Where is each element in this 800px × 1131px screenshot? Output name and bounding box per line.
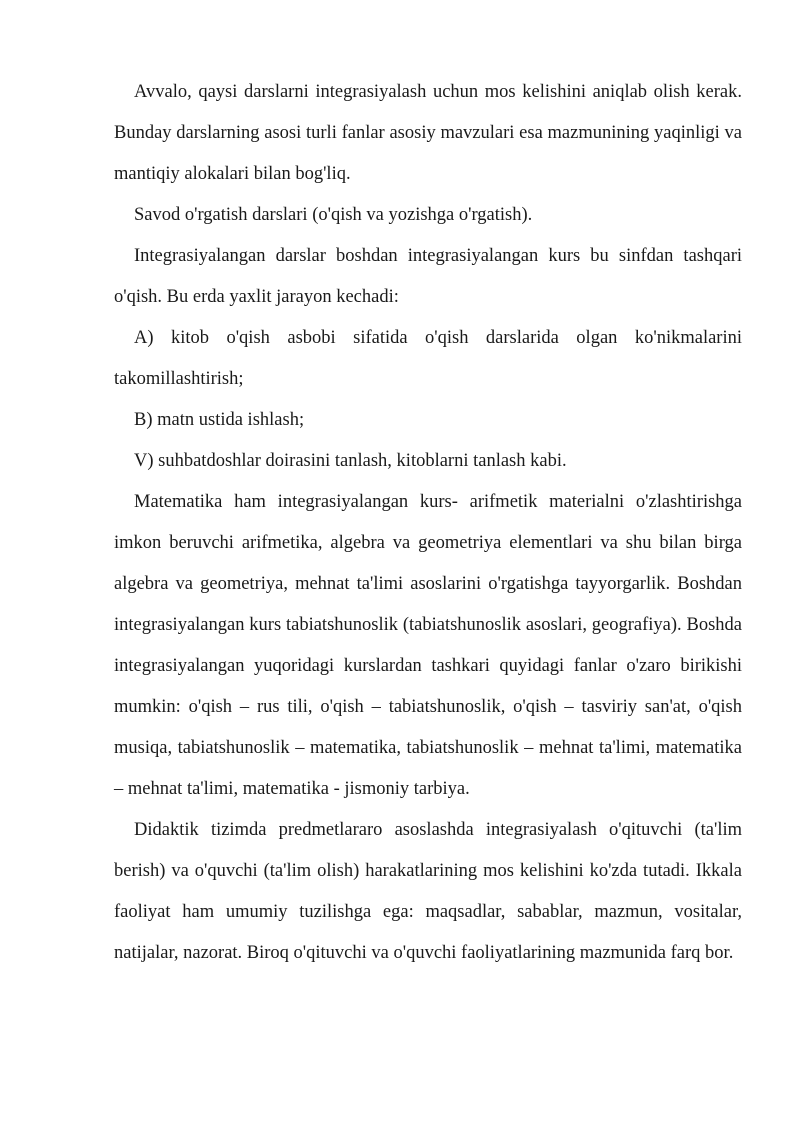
paragraph-didactic-system: Didaktik tizimda predmetlararo asoslashda integrasiyalash o'qituvchi (ta'lim berish) va o'quvchi (ta'lim olish) harakatlarining mos kelishini ko'zda tutadi. Ikkala faoliyat ham umumiy tuzilishga ega: maqsadlar, sabablar, mazmun, vositalar, natijalar, nazorat. Biroq o'qituvchi va o'quvchi faoliyatlarining mazmunida farq bor. — [114, 820, 742, 963]
paragraph-mathematics-course: Matematika ham integrasiyalangan kurs- arifmetik materialni o'zlashtirishga imkon beruvchi arifmetika, algebra va geometriya elementlari va shu bilan birga algebra va geometriya, mehnat ta'limi asoslarini o'rgatishga tayyorgarlik. Boshdan integrasiyalangan kurs tabiatshunoslik (tabiatshunoslik asoslari, geografiya). Boshda integrasiyalangan yuqoridagi kurslardan tashkari quyidagi fanlar o'zaro birikishi mumkin: o'qish – rus tili, o'qish – tabiatshunoslik, o'qish – tasviriy san'at, o'qish musiqa, tabiatshunoslik – matematika, tabiatshunoslik – mehnat ta'limi, matematika – mehnat ta'limi, matematika - jismoniy tarbiya. — [114, 492, 742, 799]
list-item-v: V) suhbatdoshlar doirasini tanlash, kitoblarni tanlash kabi. — [134, 451, 567, 471]
paragraph-extracurricular-reading: Integrasiyalangan darslar boshdan integrasiyalangan kurs bu sinfdan tashqari o'qish. Bu erda yaxlit jarayon kechadi: — [114, 246, 742, 307]
document-page — [114, 72, 742, 974]
list-item-a: A) kitob o'qish asbobi sifatida o'qish darslarida olgan ko'nikmalarini takomillashtirish; — [114, 328, 742, 389]
list-item-b: B) matn ustida ishlash; — [134, 410, 305, 430]
paragraph-literacy-lessons: Savod o'rgatish darslari (o'qish va yozishga o'rgatish). — [134, 205, 533, 225]
paragraph-integration-choice: Avvalo, qaysi darslarni integrasiyalash uchun mos kelishini aniqlab olish kerak. Bunday darslarning asosi turli fanlar asosiy mavzulari esa mazmunining yaqinligi va mantiqiy alokalari bilan bog'liq. — [114, 82, 742, 184]
